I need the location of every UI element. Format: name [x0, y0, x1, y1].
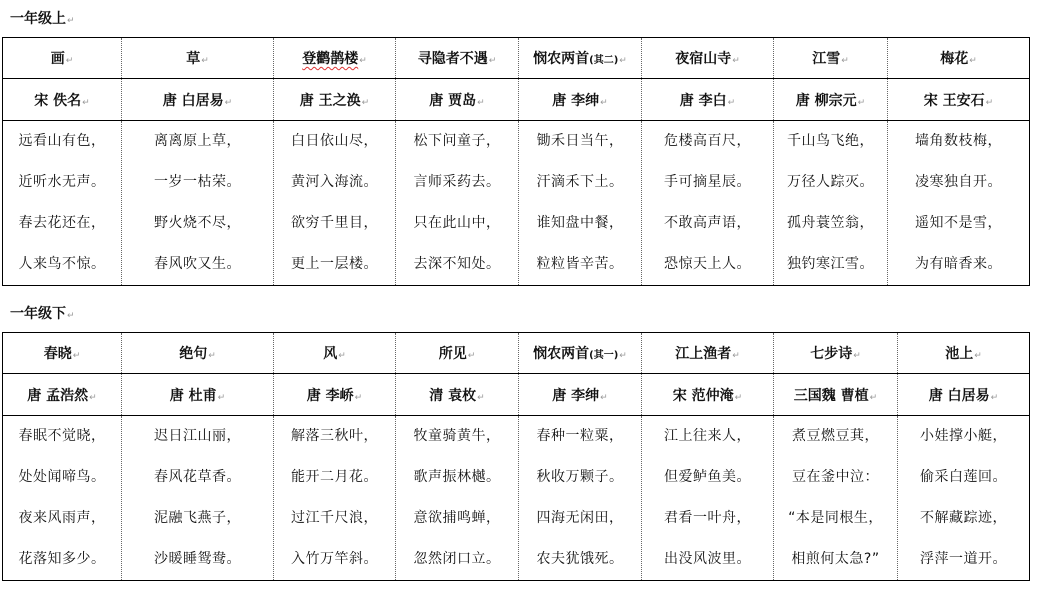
poem-line: 煮豆燃豆萁， — [792, 428, 879, 444]
poem-title: 寻隐者不遇↵ — [396, 38, 519, 79]
poem-title: 江上渔者↵ — [642, 333, 774, 374]
poem-line: 欲穷千里目， — [291, 215, 378, 231]
poem-author: 宋 王安石↵ — [888, 79, 1030, 121]
poem-line: 豆在釜中泣： — [792, 469, 879, 485]
poem-author: 唐 李绅↵ — [519, 79, 642, 121]
poem-body — [642, 416, 774, 581]
poem-body — [888, 121, 1030, 286]
poem-body — [274, 416, 396, 581]
poem-author: 宋 佚名↵ — [3, 79, 122, 121]
poem-body — [3, 416, 122, 581]
poem-line: 为有暗香来。 — [915, 256, 1002, 272]
poem-table-lower — [2, 332, 1030, 581]
poem-title: 草↵ — [122, 38, 274, 79]
poem-line: 遥知不是雪， — [915, 215, 1002, 231]
poem-line: 四海无闲田， — [536, 510, 624, 526]
poem-body — [396, 121, 519, 286]
poem-author: 三国魏 曹植↵ — [774, 374, 898, 416]
poem-body-row — [3, 416, 1030, 581]
poem-title: 悯农两首(其二)↵ — [519, 38, 642, 79]
poem-author: 唐 白居易↵ — [122, 79, 274, 121]
poem-author: 唐 白居易↵ — [898, 374, 1030, 416]
poem-author: 唐 贾岛↵ — [396, 79, 519, 121]
poem-title: 悯农两首(其一)↵ — [519, 333, 642, 374]
poem-line: 独钓寒江雪。 — [787, 256, 874, 272]
poem-line: 君看一叶舟， — [664, 510, 751, 526]
poem-line: 黄河入海流。 — [291, 174, 378, 190]
poem-line: 意欲捕鸣蝉， — [413, 510, 501, 526]
poem-line: 野火烧不尽， — [154, 215, 241, 231]
poem-line: 入竹万竿斜。 — [291, 551, 378, 567]
paragraph-mark-icon: ↵ — [67, 16, 75, 26]
author-row — [3, 79, 1030, 121]
poem-author: 唐 杜甫↵ — [122, 374, 274, 416]
poem-title: 春晓↵ — [3, 333, 122, 374]
poem-line: 离离原上草， — [154, 133, 241, 149]
poem-author: 唐 柳宗元↵ — [774, 79, 888, 121]
poem-body — [774, 416, 898, 581]
poem-body — [642, 121, 774, 286]
poem-line: 偷采白莲回。 — [920, 469, 1007, 485]
poem-line: 迟日江山丽， — [154, 428, 241, 444]
poem-line: 万径人踪灭。 — [787, 174, 874, 190]
poem-line: 农夫犹饿死。 — [536, 551, 624, 567]
poem-line: 春风吹又生。 — [154, 256, 241, 272]
poem-body — [396, 416, 519, 581]
poem-line: 锄禾日当午， — [536, 133, 624, 149]
poem-body — [519, 416, 642, 581]
poem-line: 处处闻啼鸟。 — [18, 469, 106, 485]
poem-title: 风↵ — [274, 333, 396, 374]
poem-body — [122, 121, 274, 286]
title-row — [3, 333, 1030, 374]
poem-line: 春眠不觉晓， — [18, 428, 106, 444]
poem-line: 汗滴禾下土。 — [536, 174, 624, 190]
poem-line: 但爱鲈鱼美。 — [664, 469, 751, 485]
poem-body — [519, 121, 642, 286]
poem-body — [898, 416, 1030, 581]
poem-line: 人来鸟不惊。 — [18, 256, 106, 272]
poem-line: 出没风波里。 — [664, 551, 751, 567]
poem-line: 春风花草香。 — [154, 469, 241, 485]
title-row — [3, 38, 1030, 79]
poem-line: 手可摘星辰。 — [664, 174, 751, 190]
poem-title: 绝句↵ — [122, 333, 274, 374]
poem-line: 春去花还在， — [18, 215, 106, 231]
paragraph-mark-icon: ↵ — [67, 311, 75, 321]
poem-body-row — [3, 121, 1030, 286]
section-title-grade1-lower: 一年级下↵ — [10, 306, 75, 322]
poem-title: 夜宿山寺↵ — [642, 38, 774, 79]
poem-line: 远看山有色， — [18, 133, 106, 149]
poem-line: 墙角数枝梅， — [915, 133, 1002, 149]
author-row — [3, 374, 1030, 416]
poem-line: 不解藏踪迹， — [920, 510, 1007, 526]
poem-author: 唐 孟浩然↵ — [3, 374, 122, 416]
poem-line: “本是同根生， — [788, 510, 883, 526]
poem-author: 清 袁枚↵ — [396, 374, 519, 416]
poem-line: 沙暖睡鸳鸯。 — [154, 551, 241, 567]
poem-line: 谁知盘中餐， — [536, 215, 624, 231]
poem-table-upper — [2, 37, 1030, 286]
poem-title: 登鹳鹊楼↵ — [274, 38, 396, 79]
poem-line: 小娃撑小艇， — [920, 428, 1007, 444]
poem-line: 能开二月花。 — [291, 469, 378, 485]
poem-line: 牧童骑黄牛， — [413, 428, 501, 444]
poem-body — [274, 121, 396, 286]
poem-title: 梅花↵ — [888, 38, 1030, 79]
poem-line: 相煎何太急?” — [791, 551, 880, 567]
poem-line: 去深不知处。 — [413, 256, 501, 272]
poem-line: 解落三秋叶， — [291, 428, 378, 444]
poem-author: 宋 范仲淹↵ — [642, 374, 774, 416]
poem-line: 粒粒皆辛苦。 — [536, 256, 624, 272]
poem-line: 泥融飞燕子， — [154, 510, 241, 526]
poem-line: 只在此山中， — [413, 215, 501, 231]
poem-line: 浮萍一道开。 — [920, 551, 1007, 567]
poem-line: 一岁一枯荣。 — [154, 174, 241, 190]
poem-title: 池上↵ — [898, 333, 1030, 374]
poem-line: 孤舟蓑笠翁， — [787, 215, 874, 231]
poem-line: 不敢高声语， — [664, 215, 751, 231]
poem-line: 春种一粒粟， — [536, 428, 624, 444]
poem-title: 画↵ — [3, 38, 122, 79]
poem-line: 千山鸟飞绝， — [787, 133, 874, 149]
poem-line: 恐惊天上人。 — [664, 256, 751, 272]
poem-line: 更上一层楼。 — [291, 256, 378, 272]
poem-title: 江雪↵ — [774, 38, 888, 79]
poem-title: 所见↵ — [396, 333, 519, 374]
poem-line: 秋收万颗子。 — [536, 469, 624, 485]
poem-line: 近听水无声。 — [18, 174, 106, 190]
poem-line: 夜来风雨声， — [18, 510, 106, 526]
poem-author: 唐 李峤↵ — [274, 374, 396, 416]
poem-line: 危楼高百尺， — [664, 133, 751, 149]
poem-author: 唐 李绅↵ — [519, 374, 642, 416]
poem-author: 唐 李白↵ — [642, 79, 774, 121]
poem-line: 凌寒独自开。 — [915, 174, 1002, 190]
poem-title: 七步诗↵ — [774, 333, 898, 374]
section-title-grade1-upper: 一年级上↵ — [10, 11, 75, 27]
poem-body — [3, 121, 122, 286]
poem-author: 唐 王之涣↵ — [274, 79, 396, 121]
poem-line: 歌声振林樾。 — [413, 469, 501, 485]
poem-body — [122, 416, 274, 581]
poem-line: 白日依山尽， — [291, 133, 378, 149]
poem-line: 忽然闭口立。 — [413, 551, 501, 567]
poem-line: 花落知多少。 — [18, 551, 106, 567]
poem-line: 过江千尺浪， — [291, 510, 378, 526]
poem-line: 松下问童子， — [413, 133, 501, 149]
poem-body — [774, 121, 888, 286]
poem-line: 江上往来人， — [664, 428, 751, 444]
poem-line: 言师采药去。 — [413, 174, 501, 190]
